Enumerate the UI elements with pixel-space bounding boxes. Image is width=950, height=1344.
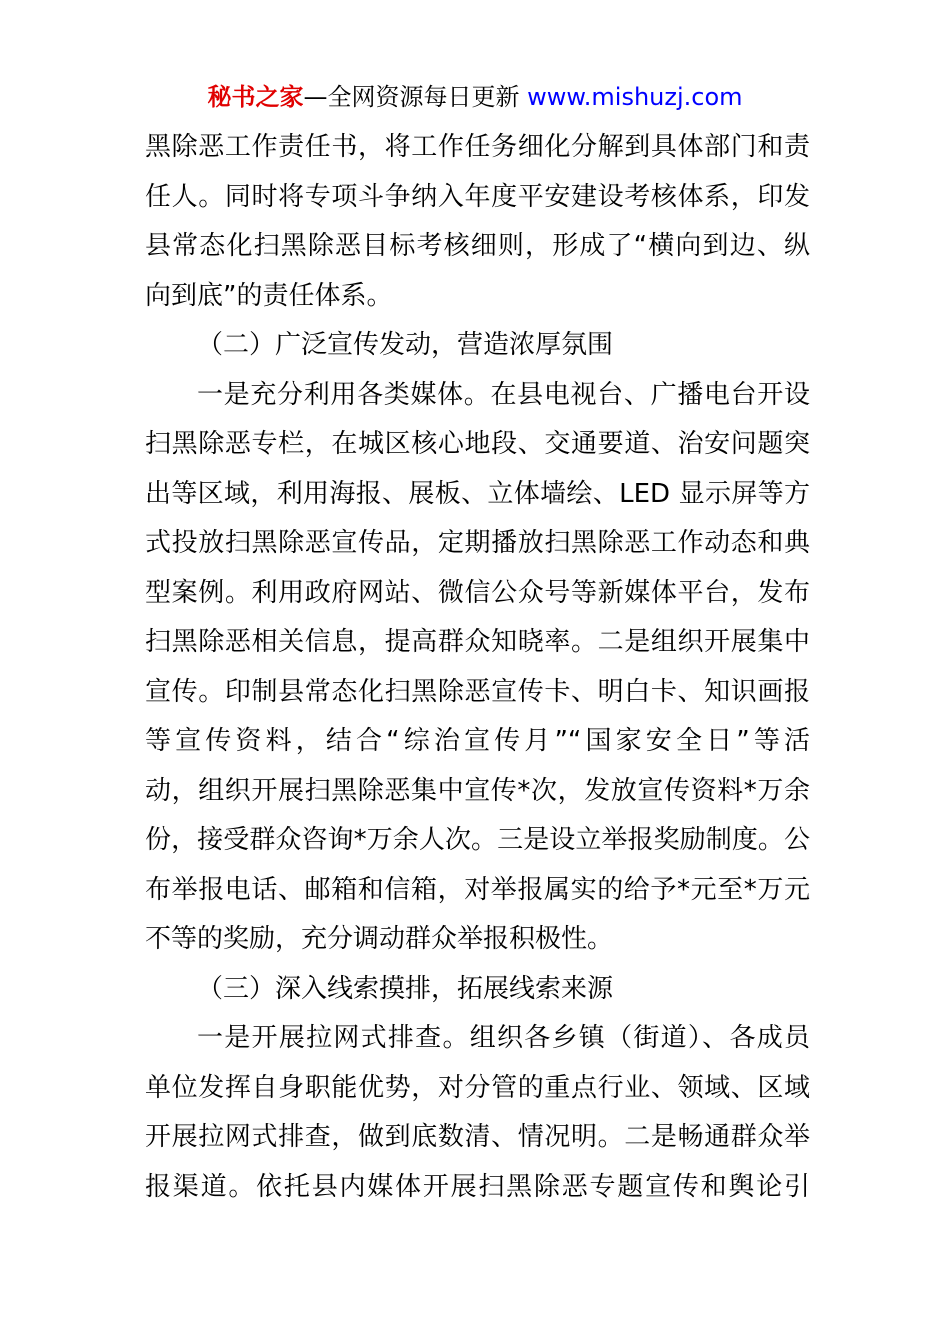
page-header <box>0 80 950 114</box>
text-line: 一是开展拉网式排查。组织各乡镇（街道）、各成员 <box>197 1023 810 1053</box>
text-line: （二）广泛宣传发动，营造浓厚氛围 <box>197 330 614 360</box>
site-url-link[interactable]: www.mishuzj.com <box>527 83 743 111</box>
text-line: （三）深入线索摸排，拓展线索来源 <box>197 973 614 1004</box>
text-line: 向到底”的责任体系。 <box>145 280 393 311</box>
text-line: 宣传。印制县常态化扫黑除恶宣传卡、明白卡、知识画报 <box>145 676 810 707</box>
text-line: 出等区域，利用海报、展板、立体墙绘、LED 显示屏等方 <box>145 478 810 509</box>
text-line: 动，组织开展扫黑除恶集中宣传*次，发放宣传资料*万余 <box>145 775 810 806</box>
document-body <box>145 123 810 1212</box>
text-line: 单位发挥自身职能优势，对分管的重点行业、领域、区域 <box>145 1072 810 1103</box>
text-line: 黑除恶工作责任书，将工作任务细化分解到具体部门和责 <box>145 132 810 162</box>
text-line: 扫黑除恶相关信息，提高群众知晓率。二是组织开展集中 <box>145 627 810 657</box>
text-line: 不等的奖励，充分调动群众举报积极性。 <box>145 924 614 954</box>
text-line: 布举报电话、邮箱和信箱，对举报属实的给予*元至*万元 <box>145 874 810 905</box>
text-line: 份，接受群众咨询*万余人次。三是设立举报奖励制度。公 <box>145 825 810 855</box>
site-brand: 秘书之家 <box>207 83 304 111</box>
text-line: 等宣传资料，结合“综治宣传月”“国家安全日”等活 <box>145 726 810 756</box>
text-line: 扫黑除恶专栏，在城区核心地段、交通要道、治安问题突 <box>145 429 810 459</box>
text-line: 一是充分利用各类媒体。在县电视台、广播电台开设 <box>197 379 810 410</box>
text-line: 任人。同时将专项斗争纳入年度平安建设考核体系，印发 <box>145 181 810 212</box>
text-line: 开展拉网式排查，做到底数清、情况明。二是畅通群众举 <box>145 1122 810 1152</box>
text-line: 式投放扫黑除恶宣传品，定期播放扫黑除恶工作动态和典 <box>145 528 810 558</box>
text-line: 型案例。利用政府网站、微信公众号等新媒体平台，发布 <box>145 577 810 608</box>
text-line: 报渠道。依托县内媒体开展扫黑除恶专题宣传和舆论引 <box>145 1171 810 1202</box>
text-line: 县常态化扫黑除恶目标考核细则，形成了“横向到边、纵 <box>145 231 810 261</box>
site-tagline: —全网资源每日更新 <box>303 83 528 111</box>
